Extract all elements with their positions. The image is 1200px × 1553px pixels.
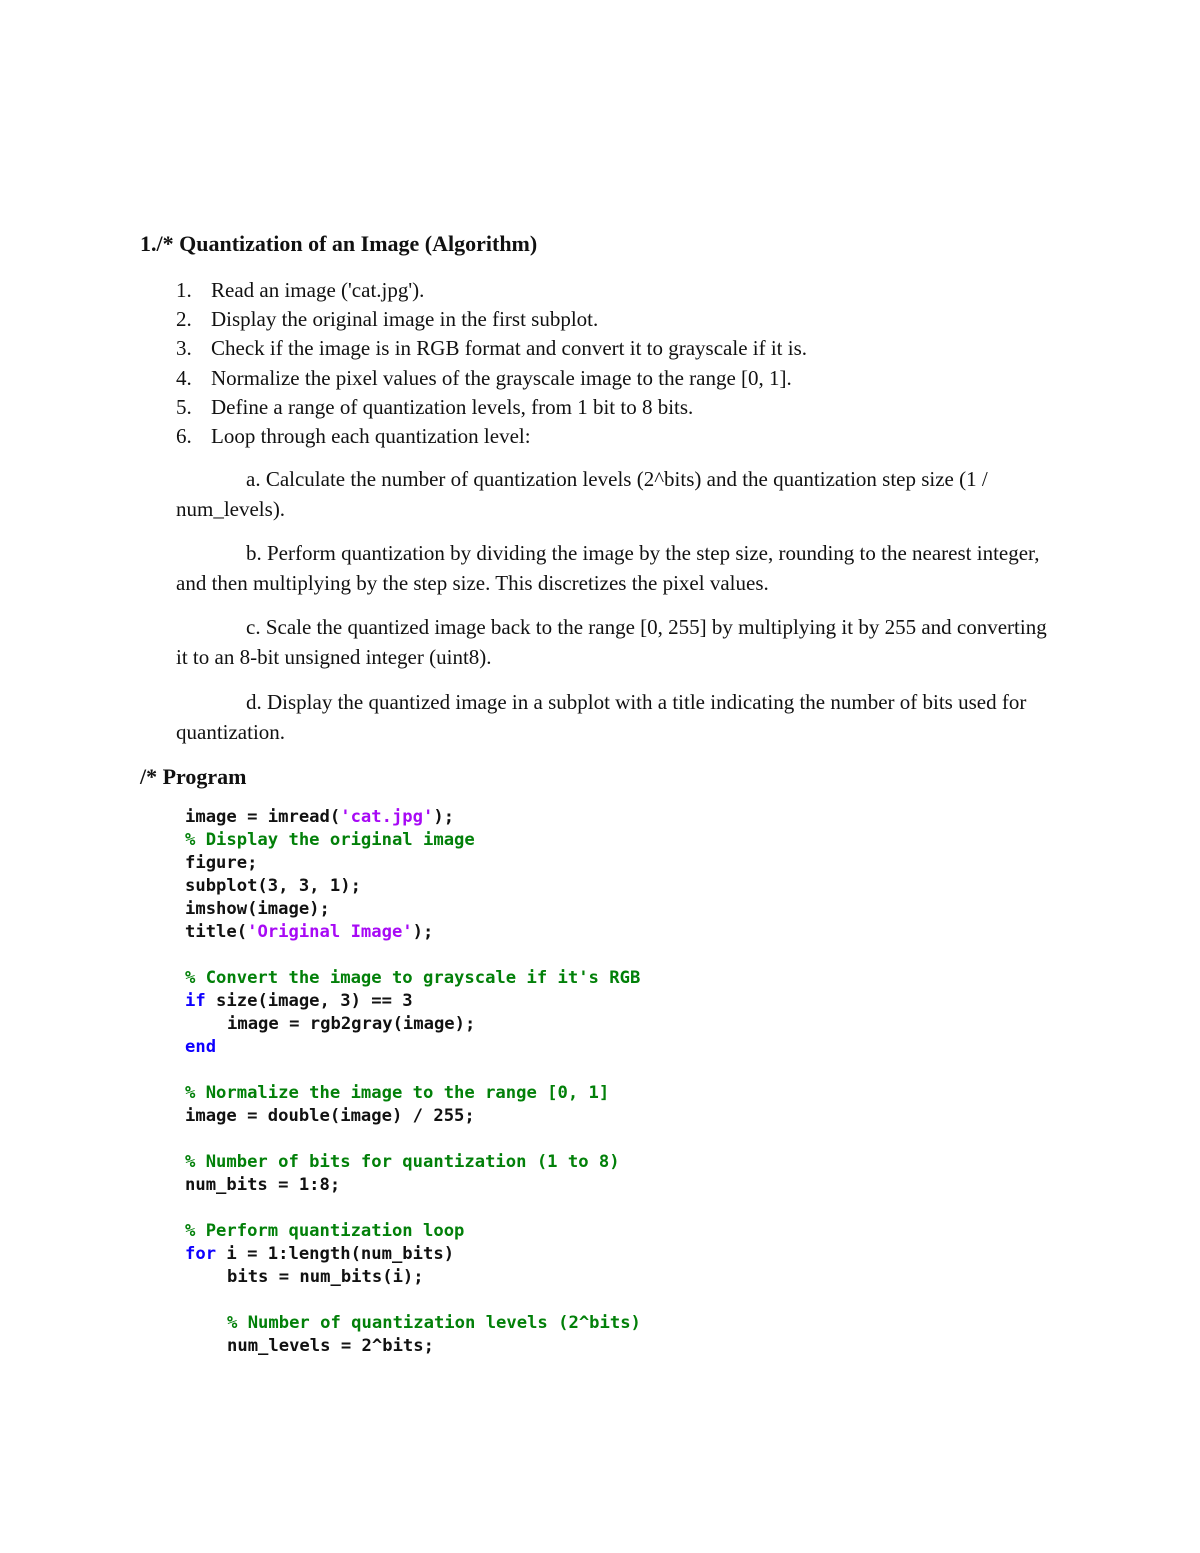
code-text: ); [412, 922, 434, 942]
code-comment: % Number of quantization levels (2^bits) [227, 1313, 641, 1333]
code-block [185, 806, 641, 1358]
step-number: 3. [176, 336, 192, 361]
code-comment: % Number of bits for quantization (1 to 8) [185, 1152, 620, 1172]
code-line: num_levels = 2^bits; [227, 1336, 434, 1356]
code-line [185, 1243, 641, 1266]
code-line: bits = num_bits(i); [227, 1267, 424, 1287]
code-blank-line [185, 944, 641, 967]
code-line [185, 990, 641, 1013]
program-heading: /* Program [140, 764, 247, 789]
code-blank-line [185, 1197, 641, 1220]
code-comment: % Display the original image [185, 830, 475, 850]
code-line: num_bits = 1:8; [185, 1175, 341, 1195]
code-text: title( [185, 922, 248, 942]
code-line: figure; [185, 853, 258, 873]
step-text: Normalize the pixel values of the grayscale image to the range [0, 1]. [211, 365, 792, 390]
code-keyword: end [185, 1037, 217, 1057]
code-text: image = imread( [185, 807, 341, 827]
substep-a: a. Calculate the number of quantization levels (2^bits) and the quantization step size (1 / num_levels). [176, 467, 988, 521]
code-string: 'Original Image' [247, 922, 413, 942]
code-comment: % Perform quantization loop [185, 1221, 465, 1241]
code-keyword: if [185, 991, 206, 1011]
step-number: 1. [176, 278, 192, 302]
substep-b: b. Perform quantization by dividing the image by the step size, rounding to the nearest integer, and then multiplying by the step size. This discretizes the pixel values. [176, 541, 1040, 595]
step-text: Define a range of quantization levels, from 1 bit to 8 bits. [211, 394, 694, 419]
step-number: 6. [176, 423, 192, 448]
code-blank-line [185, 1128, 641, 1151]
step-number: 5. [176, 394, 192, 419]
code-string: 'cat.jpg' [340, 807, 434, 827]
substep-c: c. Scale the quantized image back to the range [0, 255] by multiplying it by 255 and converting it to an 8-bit unsigned integer (uint8). [176, 615, 1047, 669]
step-number: 2. [176, 307, 192, 332]
step-text: Check if the image is in RGB format and convert it to grayscale if it is. [211, 336, 808, 361]
code-keyword: for [185, 1244, 217, 1264]
step-number: 4. [176, 365, 192, 390]
code-text: i = 1:length(num_bits) [216, 1244, 455, 1264]
code-line: image = rgb2gray(image); [227, 1014, 476, 1034]
code-blank-line [185, 1289, 641, 1312]
step-text: Read an image ('cat.jpg'). [211, 278, 425, 302]
code-blank-line [185, 1059, 641, 1082]
code-text: size(image, 3) == 3 [205, 991, 413, 1011]
algorithm-heading: 1./* Quantization of an Image (Algorithm) [140, 231, 538, 256]
code-line: image = double(image) / 255; [185, 1106, 475, 1126]
code-text: ); [433, 807, 455, 827]
substep-d: d. Display the quantized image in a subplot with a title indicating the number of bits used for quantization. [176, 690, 1027, 744]
step-text: Loop through each quantization level: [211, 423, 531, 448]
step-text: Display the original image in the first subplot. [211, 307, 599, 332]
code-comment: % Normalize the image to the range [0, 1] [185, 1083, 610, 1103]
code-line [185, 921, 641, 944]
code-comment: % Convert the image to grayscale if it's RGB [185, 968, 641, 988]
code-line: subplot(3, 3, 1); [185, 876, 361, 896]
code-line: imshow(image); [185, 899, 330, 919]
code-line [185, 806, 641, 829]
